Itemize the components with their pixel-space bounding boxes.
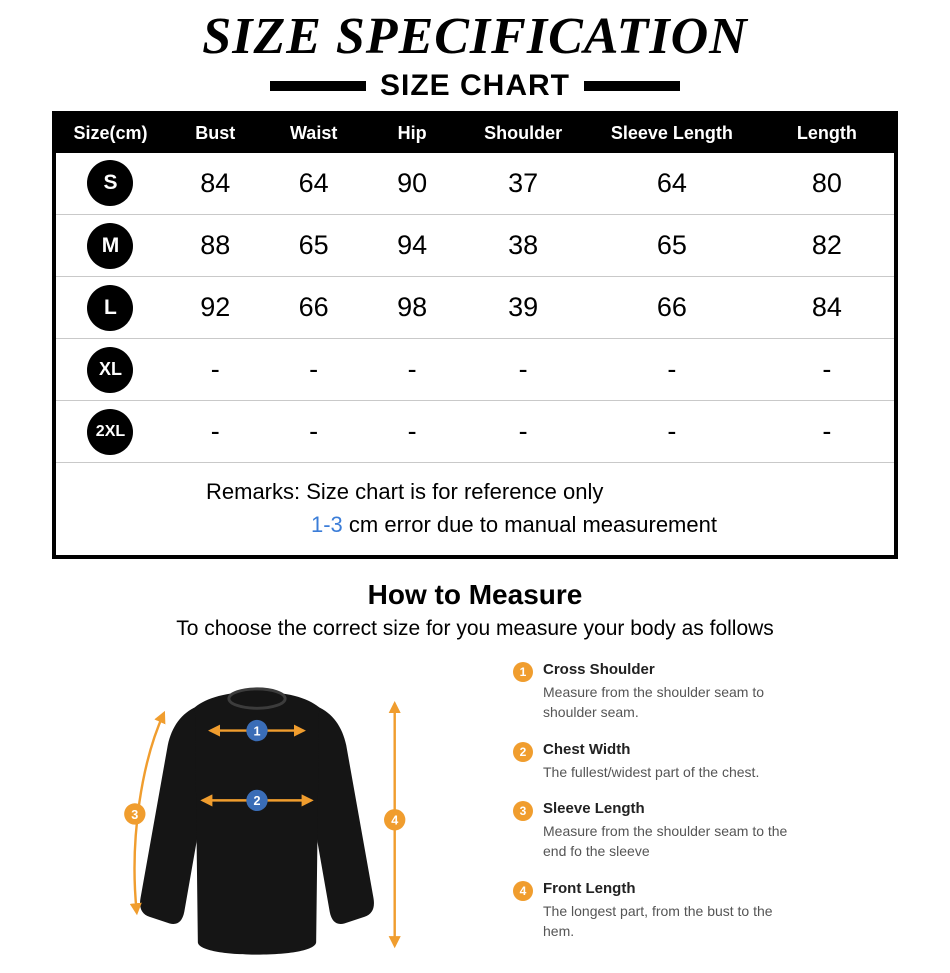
table-cell: -	[265, 339, 361, 401]
measure-item-desc: The longest part, from the bust to the hem.	[543, 902, 773, 939]
table-cell: -	[760, 401, 894, 463]
remarks-line-1: Remarks: Size chart is for reference only	[206, 479, 604, 505]
table-row	[56, 215, 894, 277]
measure-instructions	[513, 653, 950, 973]
how-to-measure-title: How to Measure	[367, 579, 583, 611]
table-row	[56, 339, 894, 401]
table-cell: 98	[362, 277, 463, 339]
table-cell: 84	[760, 277, 894, 339]
table-row	[56, 153, 894, 215]
table-header-row	[56, 115, 894, 153]
table-cell: -	[362, 401, 463, 463]
table-row	[56, 401, 894, 463]
remarks-highlight: 1-3	[311, 512, 343, 538]
size-badge: S	[87, 160, 133, 206]
list-item	[513, 741, 950, 782]
step-number-badge: 2	[513, 742, 533, 762]
list-item	[513, 800, 950, 862]
size-chart-table	[56, 115, 894, 464]
table-cell: 80	[760, 153, 894, 215]
table-cell: 66	[265, 277, 361, 339]
measure-point-1-label: 1	[252, 724, 261, 739]
measure-item-desc: Measure from the shoulder seam to shoulder seam.	[543, 684, 764, 721]
measure-point-2-label: 2	[252, 794, 261, 809]
table-row	[56, 277, 894, 339]
measure-item-label: Front Length	[543, 879, 636, 897]
collar	[228, 689, 284, 708]
step-number-badge: 1	[513, 662, 533, 682]
heading-bar-right	[584, 81, 680, 91]
table-cell: 37	[462, 153, 584, 215]
table-cell: 64	[265, 153, 361, 215]
measure-item-desc: Measure from the shoulder seam to the end fo the sleeve	[543, 822, 788, 860]
measure-item-label: Cross Shoulder	[543, 661, 655, 679]
table-cell: -	[584, 339, 760, 401]
measure-point-4-label: 4	[390, 813, 398, 828]
table-cell: -	[165, 401, 266, 463]
list-item	[513, 880, 950, 942]
list-item	[513, 661, 950, 723]
measure-item-label: Sleeve Length	[543, 799, 645, 817]
col-header-bust: Bust	[165, 115, 266, 153]
size-badge: L	[87, 285, 133, 331]
table-cell: 92	[165, 277, 266, 339]
col-header-sleeve-length: Sleeve Length	[584, 115, 760, 153]
col-header-shoulder: Shoulder	[462, 115, 584, 153]
size-badge: XL	[87, 347, 133, 393]
table-cell: 88	[165, 215, 266, 277]
table-cell: -	[265, 401, 361, 463]
shirt-illustration	[77, 653, 437, 973]
table-cell: 39	[462, 277, 584, 339]
table-cell: 65	[265, 215, 361, 277]
col-header-size: Size(cm)	[56, 115, 165, 153]
table-cell: 84	[165, 153, 266, 215]
table-cell: 94	[362, 215, 463, 277]
step-number-badge: 4	[513, 881, 533, 901]
table-cell: 82	[760, 215, 894, 277]
measure-item-desc: The fullest/widest part of the chest.	[543, 763, 760, 780]
measure-point-3-label: 3	[130, 807, 138, 822]
step-number-badge: 3	[513, 801, 533, 821]
table-cell: 38	[462, 215, 584, 277]
col-header-hip: Hip	[362, 115, 463, 153]
table-cell: -	[462, 401, 584, 463]
measure-section	[0, 653, 950, 973]
table-cell: 90	[362, 153, 463, 215]
col-header-length: Length	[760, 115, 894, 153]
table-cell: 64	[584, 153, 760, 215]
remarks-line-2	[56, 508, 894, 541]
remarks	[56, 463, 894, 545]
page-title: SIZE SPECIFICATION	[202, 8, 748, 65]
table-cell: 66	[584, 277, 760, 339]
table-cell: -	[760, 339, 894, 401]
size-chart-title: SIZE CHART	[380, 68, 570, 102]
measure-item-label: Chest Width	[543, 740, 631, 758]
table-cell: -	[362, 339, 463, 401]
heading-bar-left	[270, 81, 366, 91]
table-cell: 65	[584, 215, 760, 277]
col-header-waist: Waist	[265, 115, 361, 153]
size-chart-frame	[52, 111, 898, 560]
size-badge: 2XL	[87, 409, 133, 455]
shirt-illustration-area	[0, 653, 513, 973]
table-cell: -	[165, 339, 266, 401]
remarks-line-2-rest: cm error due to manual measurement	[342, 512, 717, 538]
table-cell: -	[584, 401, 760, 463]
table-cell: -	[462, 339, 584, 401]
size-badge: M	[87, 223, 133, 269]
how-to-measure-subtitle: To choose the correct size for you measure your body as follows	[176, 617, 774, 641]
size-chart-heading	[0, 69, 950, 103]
